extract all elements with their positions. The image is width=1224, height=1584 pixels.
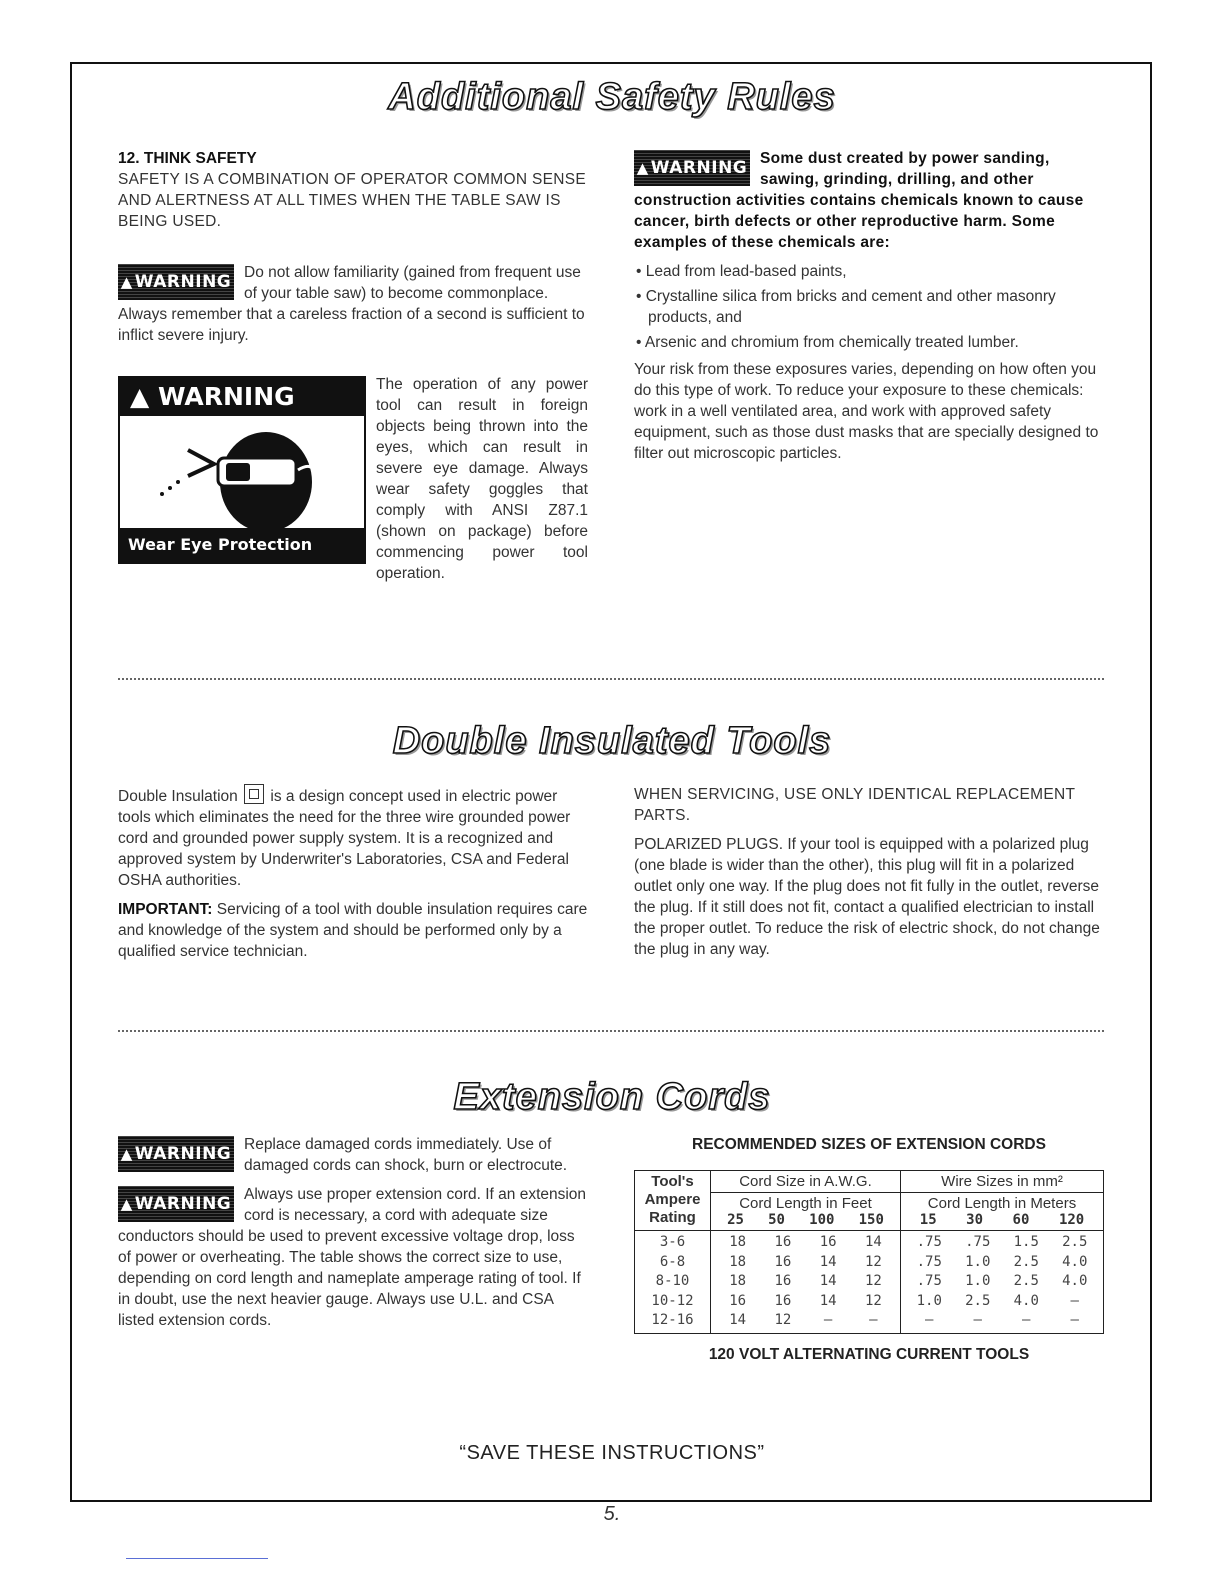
warning-badge: ▲ WARNING — [118, 1186, 234, 1222]
table-cell: — — [1070, 1312, 1079, 1328]
table-cell: 1.5 — [1013, 1234, 1039, 1250]
table-cell: 14 — [819, 1292, 837, 1309]
meter-value: 30 — [966, 1212, 984, 1228]
list-item: • Lead from lead-based paints, — [634, 261, 1104, 282]
save-instructions: “SAVE THESE INSTRUCTIONS” — [459, 1442, 765, 1464]
chemical-list — [634, 261, 1104, 353]
table-cell: 1.0 — [965, 1273, 991, 1289]
table-cell: .75 — [965, 1234, 991, 1250]
safety-goggles-icon — [148, 420, 328, 530]
table-cell: 12-16 — [651, 1312, 694, 1328]
footer-line — [126, 1558, 268, 1559]
table-cell: 14 — [819, 1273, 837, 1289]
rating-header: Tool's Ampere Rating — [635, 1171, 711, 1231]
table-cell: 2.5 — [965, 1292, 991, 1309]
eye-protection-block — [118, 374, 588, 584]
think-safety-body: SAFETY IS A COMBINATION OF OPERATOR COMMON SENSE AND ALERTNESS AT ALL TIMES WHEN THE TABLE SAW IS BEING USED. — [118, 171, 586, 230]
awg-values-cell — [711, 1231, 901, 1334]
table-cell: 1.0 — [965, 1253, 991, 1270]
table-cell: 2.5 — [1062, 1234, 1088, 1250]
exposure-risk-text: Your risk from these exposures varies, depending on how often you do this type of work. To reduce your exposure to these chemicals: work in a well ventilated area, and work with approved safety equipment, such as those dust masks that are specially designed to filter out microscopic particles. — [634, 361, 1099, 462]
table-cell: — — [1022, 1312, 1031, 1328]
cords-table-block — [634, 1136, 1104, 1364]
meter-values — [905, 1212, 1099, 1228]
feet-header-cell — [711, 1193, 901, 1231]
eye-protection-sign — [118, 376, 366, 564]
table-cell: 16 — [774, 1253, 792, 1270]
table-cell: 2.5 — [1013, 1253, 1039, 1270]
polarized-plugs-text: POLARIZED PLUGS. If your tool is equipped with a polarized plug (one blade is wider than the other), this plug will fit in a polarized outlet only one way. If the plug does not fit fully in the outlet, reverse the plug. If it still does not fit, contact a qualified electrician to install the proper outlet. To reduce the risk of electric shock, do not change the plug in any way. — [634, 836, 1100, 958]
feet-value: 50 — [768, 1212, 785, 1228]
important-text: Servicing of a tool with double insulation requires care and knowledge of the system and should be performed only by a qualified service technician. — [118, 901, 588, 960]
table-cell: 10-12 — [651, 1292, 694, 1309]
table-cell: 16 — [774, 1273, 792, 1289]
extension-cord-table — [634, 1170, 1104, 1334]
safety-right-column — [634, 148, 1104, 472]
table-cell: 16 — [774, 1292, 792, 1309]
feet-value: 150 — [858, 1212, 884, 1228]
think-safety-heading: 12. THINK SAFETY — [118, 150, 257, 167]
table-cell: 4.0 — [1013, 1292, 1039, 1309]
table-cell: 12 — [864, 1273, 882, 1289]
servicing-text: WHEN SERVICING, USE ONLY IDENTICAL REPLACEMENT PARTS. — [634, 786, 1076, 824]
table-cell: 18 — [729, 1253, 747, 1270]
feet-values — [715, 1212, 896, 1228]
table-cell: 4.0 — [1062, 1253, 1088, 1270]
table-cell: 3-6 — [659, 1234, 686, 1250]
warning-triangle-icon: ▲ — [120, 1145, 133, 1163]
table-cell: 14 — [729, 1312, 747, 1328]
warning-triangle-icon: ▲ — [636, 159, 649, 177]
warning-proper-cord-text: Always use proper extension cord. If an extension cord is necessary, a cord with adequate size conductors should be used to prevent excessive voltage drop, loss of power or overheating. The table shows the correct size to use, depending on cord length and nameplate amperage rating of tool. If in doubt, use the next heavier gauge. Always use U.L. and CSA listed extension cords. — [118, 1186, 587, 1329]
table-cell: 6-8 — [659, 1253, 686, 1270]
feet-value: 25 — [727, 1212, 744, 1228]
ratings-cell — [635, 1231, 711, 1334]
table-cell: .75 — [916, 1253, 942, 1270]
mm-values-cell — [901, 1231, 1104, 1334]
meter-value: 120 — [1058, 1212, 1085, 1228]
section-title-safety: Additional Safety Rules — [388, 76, 836, 118]
table-cell: 1.0 — [916, 1292, 942, 1309]
table-cell: — — [869, 1312, 878, 1328]
table-cell: 4.0 — [1062, 1273, 1088, 1289]
eye-sign-header: ▲ WARNING — [120, 378, 364, 416]
page-number: 5. — [603, 1503, 621, 1525]
table-cell: 8-10 — [655, 1273, 690, 1289]
feet-value: 100 — [809, 1212, 835, 1228]
meters-header: Cord Length in Meters — [927, 1195, 1077, 1212]
list-item: • Arsenic and chromium from chemically treated lumber. — [634, 332, 1104, 353]
warning-dust-text: Some dust created by power sanding, sawing, grinding, drilling, and other construction activities contains chemicals known to cause cancer, birth defects or other reproductive harm. Some examples of these chemicals are: — [634, 150, 1084, 251]
table-cell: .75 — [916, 1234, 942, 1250]
double-right-column — [634, 784, 1104, 968]
warning-triangle-icon: ▲ — [120, 1195, 133, 1213]
meter-value: 15 — [919, 1212, 937, 1228]
warning-badge: ▲ WARNING — [118, 1136, 234, 1172]
double-insulation-label: Double Insulation — [118, 788, 238, 805]
eye-sign-footer: Wear Eye Protection — [120, 528, 364, 562]
section-divider — [118, 678, 1104, 680]
table-cell: — — [823, 1312, 833, 1328]
double-insulation-text: is a design concept used in electric power tools which eliminates the need for the three wire grounded power cord and grounded power supply system. It is a recognized and approved system by Underwriter's Laboratories, CSA and Federal OSHA authorities. — [118, 788, 571, 889]
warning-dust — [634, 148, 1104, 253]
warning-familiarity-text: Do not allow familiarity (gained from frequent use of your table saw) to become commonplace. Always remember that a careless fraction of a second is sufficient to inflict severe injury. — [118, 264, 585, 344]
double-left-column — [118, 784, 588, 970]
section-title-double-insulated: Double Insulated Tools — [392, 720, 832, 762]
warning-proper-cord — [118, 1184, 588, 1331]
safety-left-column — [118, 148, 588, 592]
table-cell: — — [1070, 1292, 1079, 1309]
table-cell: — — [973, 1312, 982, 1328]
table-footer: 120 VOLT ALTERNATING CURRENT TOOLS — [708, 1345, 1030, 1363]
table-title: RECOMMENDED SIZES OF EXTENSION CORDS — [692, 1136, 1046, 1153]
meter-value: 60 — [1012, 1212, 1030, 1228]
table-cell: 16 — [819, 1234, 837, 1250]
table-cell: — — [925, 1312, 934, 1328]
cords-left-column — [118, 1134, 588, 1339]
list-item: • Crystalline silica from bricks and cement and other masonry products, and — [634, 286, 1104, 328]
table-cell: 14 — [819, 1253, 837, 1270]
table-cell: 16 — [774, 1234, 792, 1250]
table-cell: 14 — [864, 1234, 882, 1250]
feet-header: Cord Length in Feet — [739, 1195, 872, 1212]
section-divider — [118, 1030, 1104, 1032]
table-cell: 16 — [729, 1292, 747, 1309]
table-cell: 12 — [864, 1292, 882, 1309]
warning-triangle-icon: ▲ — [120, 273, 133, 291]
mm-header: Wire Sizes in mm² — [901, 1171, 1104, 1193]
table-cell: 18 — [729, 1234, 747, 1250]
awg-header: Cord Size in A.W.G. — [711, 1171, 901, 1193]
section-title-extension-cords: Extension Cords — [453, 1076, 771, 1118]
eye-protection-text: The operation of any power tool can result in foreign objects being thrown into the eyes, which can result in severe eye damage. Always wear safety goggles that comply with ANSI Z87.1 (shown on package) before commencing power tool operation. — [376, 376, 588, 582]
warning-badge: ▲ WARNING — [118, 264, 234, 300]
table-cell: 12 — [774, 1312, 792, 1328]
meters-header-cell — [901, 1193, 1104, 1231]
table-cell: 2.5 — [1013, 1273, 1039, 1289]
warning-damaged-cords-text: Replace damaged cords immediately. Use of damaged cords can shock, burn or electrocute. — [244, 1136, 568, 1174]
table-cell: 18 — [729, 1273, 747, 1289]
important-label: IMPORTANT: — [118, 901, 213, 918]
double-insulation-icon — [244, 784, 264, 804]
warning-badge: ▲ WARNING — [634, 150, 750, 186]
warning-familiarity — [118, 262, 588, 346]
table-cell: 12 — [864, 1253, 882, 1270]
table-cell: .75 — [916, 1273, 942, 1289]
warning-damaged-cords — [118, 1134, 588, 1176]
